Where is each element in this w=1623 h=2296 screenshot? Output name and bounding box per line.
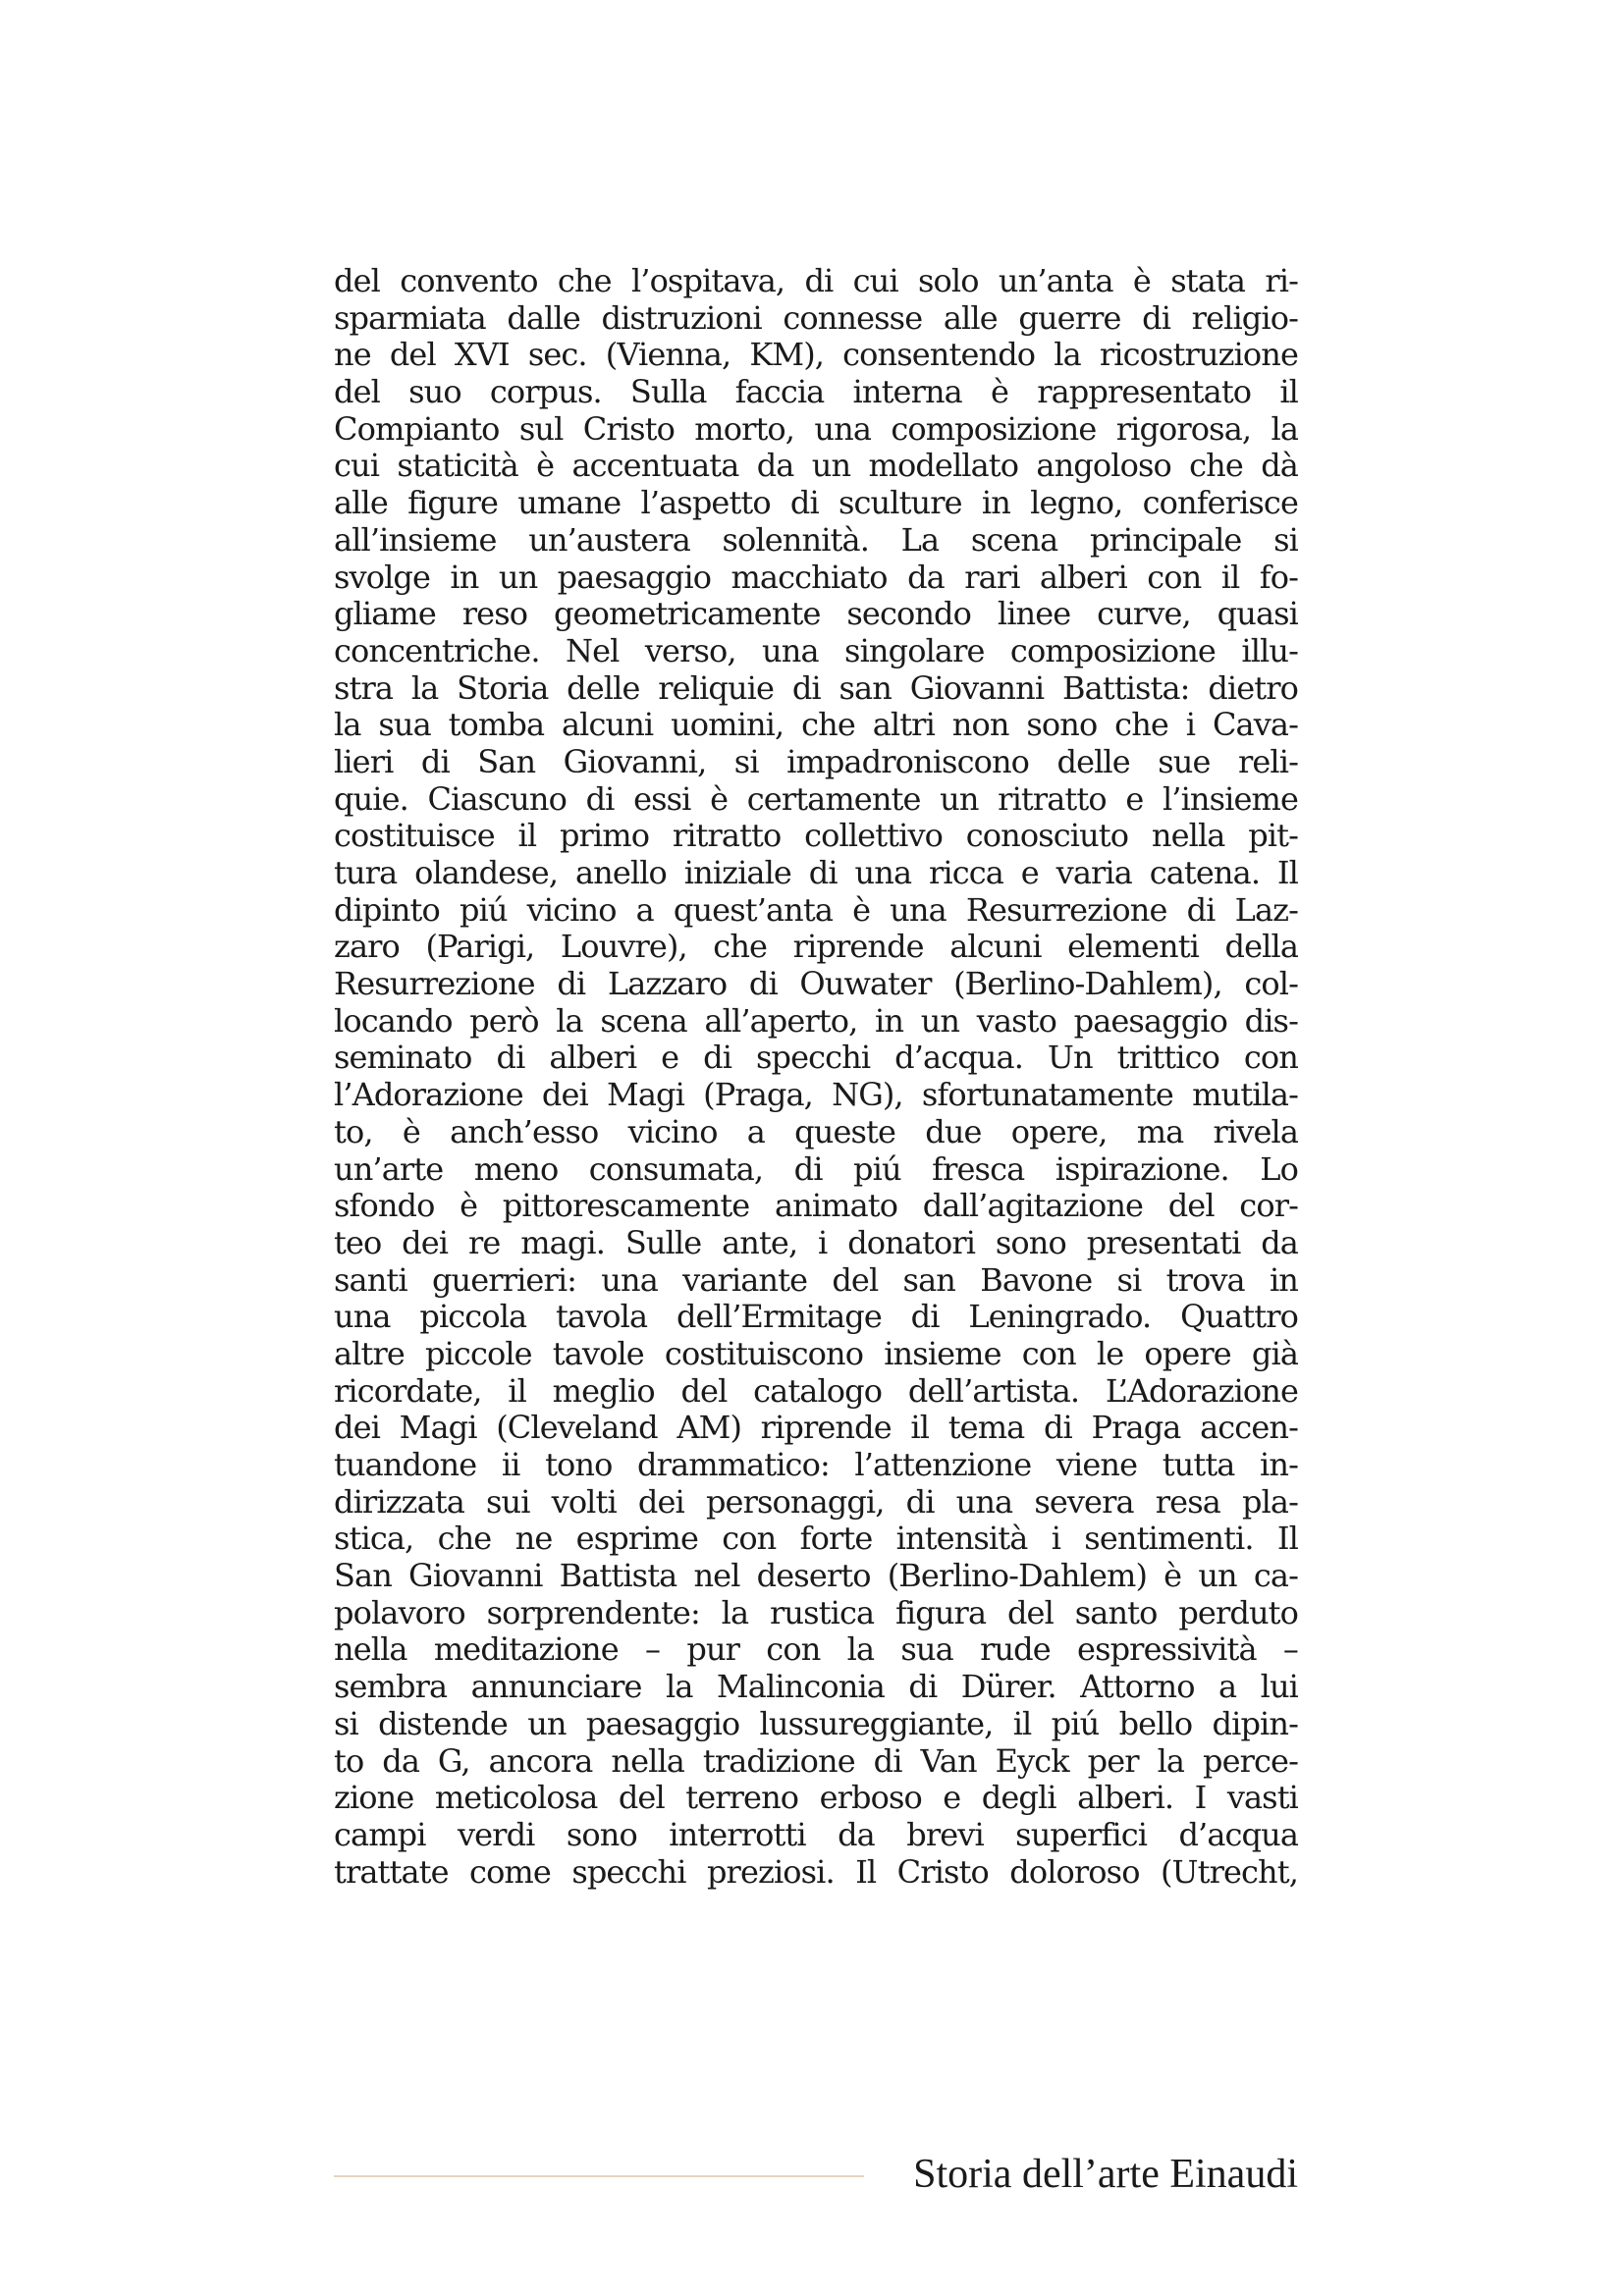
text-line: svolge in un paesaggio macchiato da rari alberi con il fo- bbox=[334, 559, 1298, 596]
text-line: zione meticolosa del terreno erboso e degli alberi. I vasti bbox=[334, 1780, 1298, 1817]
text-line: Resurrezione di Lazzaro di Ouwater (Berlino-Dahlem), col- bbox=[334, 966, 1298, 1003]
text-line: una piccola tavola dell’Ermitage di Leningrado. Quattro bbox=[334, 1299, 1298, 1336]
text-line: l’Adorazione dei Magi (Praga, NG), sfortunatamente mutila- bbox=[334, 1077, 1298, 1114]
text-line: San Giovanni Battista nel deserto (Berlino-Dahlem) è un ca- bbox=[334, 1558, 1298, 1595]
text-line: tuandone ii tono drammatico: l’attenzione viene tutta in- bbox=[334, 1447, 1298, 1483]
text-line: to, è anch’esso vicino a queste due opere, ma rivela bbox=[334, 1113, 1298, 1150]
text-line: locando però la scena all’aperto, in un vasto paesaggio dis- bbox=[334, 1002, 1298, 1040]
text-line: ne del XVI sec. (Vienna, KM), consentendo la ricostruzione bbox=[334, 337, 1298, 374]
text-line: costituisce il primo ritratto collettivo conosciuto nella pit- bbox=[334, 818, 1298, 855]
text-line: Compianto sul Cristo morto, una composizione rigorosa, la bbox=[334, 410, 1298, 448]
text-line: trattate come specchi preziosi. Il Cristo doloroso (Utrecht, bbox=[334, 1853, 1298, 1891]
text-line: campi verdi sono interrotti da brevi superfici d’acqua bbox=[334, 1816, 1298, 1853]
text-line: cui staticità è accentuata da un modellato angoloso che dà bbox=[334, 448, 1298, 485]
text-line: stica, che ne esprime con forte intensità i sentimenti. Il bbox=[334, 1521, 1298, 1558]
text-line: sfondo è pittorescamente animato dall’agitazione del cor- bbox=[334, 1188, 1298, 1225]
text-line: lieri di San Giovanni, si impadroniscono delle sue reli- bbox=[334, 743, 1298, 780]
text-line: all’insieme un’austera solennità. La scena principale si bbox=[334, 521, 1298, 559]
text-line: la sua tomba alcuni uomini, che altri non sono che i Cava- bbox=[334, 707, 1298, 744]
text-line: concentriche. Nel verso, una singolare composizione illu- bbox=[334, 632, 1298, 669]
text-line: tura olandese, anello iniziale di una ricca e varia catena. Il bbox=[334, 855, 1298, 891]
text-line: stra la Storia delle reliquie di san Giovanni Battista: dietro bbox=[334, 669, 1298, 707]
text-line: to da G, ancora nella tradizione di Van Eyck per la perce- bbox=[334, 1742, 1298, 1780]
text-line: dirizzata sui volti dei personaggi, di una severa resa pla- bbox=[334, 1483, 1298, 1521]
text-line: teo dei re magi. Sulle ante, i donatori sono presentati da bbox=[334, 1224, 1298, 1261]
footer-divider bbox=[334, 2175, 864, 2177]
text-line: polavoro sorprendente: la rustica figura del santo perduto bbox=[334, 1594, 1298, 1631]
text-line: sembra annunciare la Malinconia di Dürer. Attorno a lui bbox=[334, 1669, 1298, 1706]
text-line: nella meditazione – pur con la sua rude espressività – bbox=[334, 1631, 1298, 1669]
text-line: dei Magi (Cleveland AM) riprende il tema di Praga accen- bbox=[334, 1410, 1298, 1447]
text-line: si distende un paesaggio lussureggiante, il piú bello dipin- bbox=[334, 1705, 1298, 1742]
text-line: alle figure umane l’aspetto di sculture in legno, conferisce bbox=[334, 485, 1298, 522]
text-line: seminato di alberi e di specchi d’acqua. Un trittico con bbox=[334, 1040, 1298, 1077]
text-line: gliame reso geometricamente secondo linee curve, quasi bbox=[334, 596, 1298, 633]
text-line: del convento che l’ospitava, di cui solo un’anta è stata ri- bbox=[334, 263, 1298, 299]
footer-title: Storia dell’arte Einaudi bbox=[913, 2152, 1298, 2197]
text-line: dipinto piú vicino a quest’anta è una Resurrezione di Laz- bbox=[334, 891, 1298, 929]
text-line: santi guerrieri: una variante del san Bavone si trova in bbox=[334, 1261, 1298, 1299]
text-line: altre piccole tavole costituiscono insieme con le opere già bbox=[334, 1335, 1298, 1372]
text-line: del suo corpus. Sulla faccia interna è rappresentato il bbox=[334, 374, 1298, 411]
text-line: ricordate, il meglio del catalogo dell’artista. L’Adorazione bbox=[334, 1372, 1298, 1410]
text-line: zaro (Parigi, Louvre), che riprende alcuni elementi della bbox=[334, 929, 1298, 966]
text-line: quie. Ciascuno di essi è certamente un ritratto e l’insieme bbox=[334, 780, 1298, 818]
body-text bbox=[334, 263, 1298, 1891]
text-line: sparmiata dalle distruzioni connesse alle guerre di religio- bbox=[334, 299, 1298, 337]
text-line: un’arte meno consumata, di piú fresca ispirazione. Lo bbox=[334, 1150, 1298, 1188]
